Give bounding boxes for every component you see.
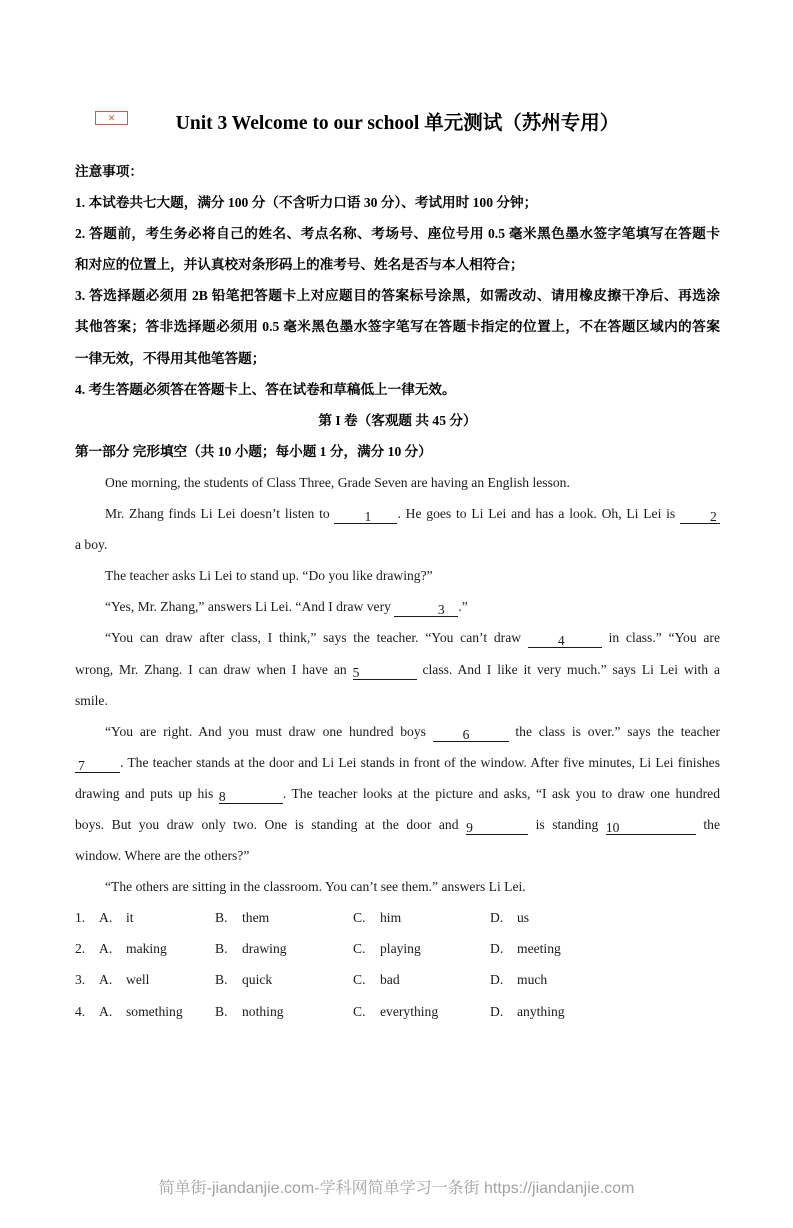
option-letter: B. [215, 972, 228, 988]
notice-lines [75, 187, 720, 405]
passage-line: window. Where are the others?” [75, 848, 250, 864]
option-letter: D. [490, 941, 504, 957]
notice-line: 1. 本试卷共七大题，满分 100 分（不含听力口语 30 分）、考试用时 100 分钟； [75, 195, 538, 211]
option-text: them [242, 910, 270, 926]
question-number: 4. [75, 1003, 86, 1019]
option-text: playing [380, 941, 421, 957]
passage-line: 7 . The teacher stands at the door and Li Lei stands in front of the window. After five minutes, Li Lei finishes [75, 747, 720, 778]
notice-line: 一律无效，不得用其他笔答题； [75, 350, 266, 366]
passage-line: “Yes, Mr. Zhang,” answers Li Lei. “And I draw very 3 .” [105, 599, 468, 618]
option-letter: B. [215, 941, 228, 957]
option-cell [490, 933, 720, 964]
option-cell [353, 964, 490, 995]
cloze-passage [75, 467, 720, 902]
passage-line: wrong, Mr. Zhang. I can draw when I have an 5 class. And I like it very much.” says Li Lei with a [75, 661, 720, 680]
blank-2: 2 [680, 508, 720, 524]
option-cell [215, 902, 353, 933]
option-text: something [126, 1003, 183, 1019]
option-cell [75, 996, 215, 1027]
passage-line: a boy. [75, 537, 108, 553]
option-cell [75, 902, 215, 933]
option-text: nothing [242, 1003, 284, 1019]
option-text: bad [380, 972, 400, 988]
blank-9: 9 [466, 819, 528, 835]
option-text: making [126, 941, 167, 957]
question-number: 2. [75, 941, 86, 957]
section-title: 第 I 卷（客观题 共 45 分） [318, 412, 477, 428]
page-title: Unit 3 Welcome to our school 单元测试（苏州专用） [175, 113, 620, 134]
blank-8: 8 [219, 788, 283, 804]
broken-image-icon [95, 111, 128, 125]
option-text: meeting [517, 941, 561, 957]
question-number: 1. [75, 910, 86, 926]
notice-line: 2. 答题前，考生务必将自己的姓名、考点名称、考场号、座位号用 0.5 毫米黑色墨水签字笔填写在答题卡 [75, 226, 720, 242]
option-text: drawing [242, 941, 287, 957]
blank-4: 4 [528, 632, 602, 648]
option-cell [215, 933, 353, 964]
passage-line: “You are right. And you must draw one hundred boys 6 the class is over.” says the teacher [105, 723, 721, 742]
passage-line: “The others are sitting in the classroom. You can’t see them.” answers Li Lei. [105, 879, 526, 895]
option-cell [75, 933, 215, 964]
option-text: anything [517, 1003, 565, 1019]
passage-line: “You can draw after class, I think,” says the teacher. “You can’t draw 4 in class.” “You are [105, 630, 720, 649]
passage-line: smile. [75, 692, 108, 708]
option-text: everything [380, 1003, 439, 1019]
option-letter: C. [353, 910, 366, 926]
notice-line: 其他答案；答非选择题必须用 0.5 毫米黑色墨水签字笔写在答题卡指定的位置上，不在答题区域内的答案 [75, 319, 720, 335]
option-letter: B. [215, 1003, 228, 1019]
option-letter: A. [99, 941, 113, 957]
option-cell [353, 933, 490, 964]
option-cell [490, 964, 720, 995]
question-number: 3. [75, 972, 86, 988]
option-cell [215, 996, 353, 1027]
question-row [75, 933, 720, 964]
document-page [0, 106, 793, 1027]
blank-7: 7 [75, 757, 120, 773]
blank-3: 3 [394, 601, 458, 617]
option-text: quick [242, 972, 273, 988]
passage-line: The teacher asks Li Lei to stand up. “Do you like drawing?” [105, 568, 433, 584]
question-row [75, 996, 720, 1027]
passage-line: One morning, the students of Class Three, Grade Seven are having an English lesson. [105, 474, 570, 490]
question-row [75, 964, 720, 995]
notice-line: 和对应的位置上，并认真校对条形码上的准考号、姓名是否与本人相符合； [75, 257, 524, 273]
option-letter: A. [99, 1003, 113, 1019]
notice-line: 4. 考生答题必须答在答题卡上、答在试卷和草稿低上一律无效。 [75, 381, 456, 397]
part-heading: 第一部分 完形填空（共 10 小题；每小题 1 分，满分 10 分） [75, 443, 432, 459]
option-cell [490, 902, 720, 933]
footer-watermark: 简单街-jiandanjie.com-学科网简单学习一条街 https://jiandanjie.com [158, 1180, 635, 1197]
blank-5: 5 [353, 664, 417, 680]
blank-10: 10 [606, 819, 696, 835]
option-letter: B. [215, 910, 228, 926]
option-text: it [126, 910, 134, 926]
option-letter: A. [99, 910, 113, 926]
broken-image-glyph: ✕ [107, 113, 116, 123]
option-text: us [517, 910, 530, 926]
option-cell [353, 902, 490, 933]
cloze-questions [75, 902, 720, 1026]
passage-line: boys. But you draw only two. One is standing at the door and 9 is standing 10 the [75, 816, 720, 835]
option-letter: C. [353, 972, 366, 988]
blank-6: 6 [433, 726, 509, 742]
option-letter: D. [490, 972, 504, 988]
option-letter: D. [490, 1003, 504, 1019]
option-cell [75, 964, 215, 995]
option-text: well [126, 972, 150, 988]
option-letter: D. [490, 910, 504, 926]
question-row [75, 902, 720, 933]
passage-line: Mr. Zhang finds Li Lei doesn’t listen to 1 . He goes to Li Lei and has a look. Oh, Li Lei is 2 [75, 498, 720, 529]
notice-heading: 注意事项： [75, 164, 143, 179]
option-cell [215, 964, 353, 995]
option-letter: C. [353, 941, 366, 957]
option-text: him [380, 910, 402, 926]
option-cell [490, 996, 720, 1027]
option-letter: A. [99, 972, 113, 988]
option-text: much [517, 972, 548, 988]
passage-line: drawing and puts up his 8 . The teacher looks at the picture and asks, “I ask you to draw one hundred [75, 785, 720, 804]
notice-line: 3. 答选择题必须用 2B 铅笔把答题卡上对应题目的答案标号涂黑，如需改动、请用橡皮擦干净后、再选涂 [75, 288, 720, 304]
option-letter: C. [353, 1003, 366, 1019]
blank-1: 1 [334, 508, 397, 524]
option-cell [353, 996, 490, 1027]
